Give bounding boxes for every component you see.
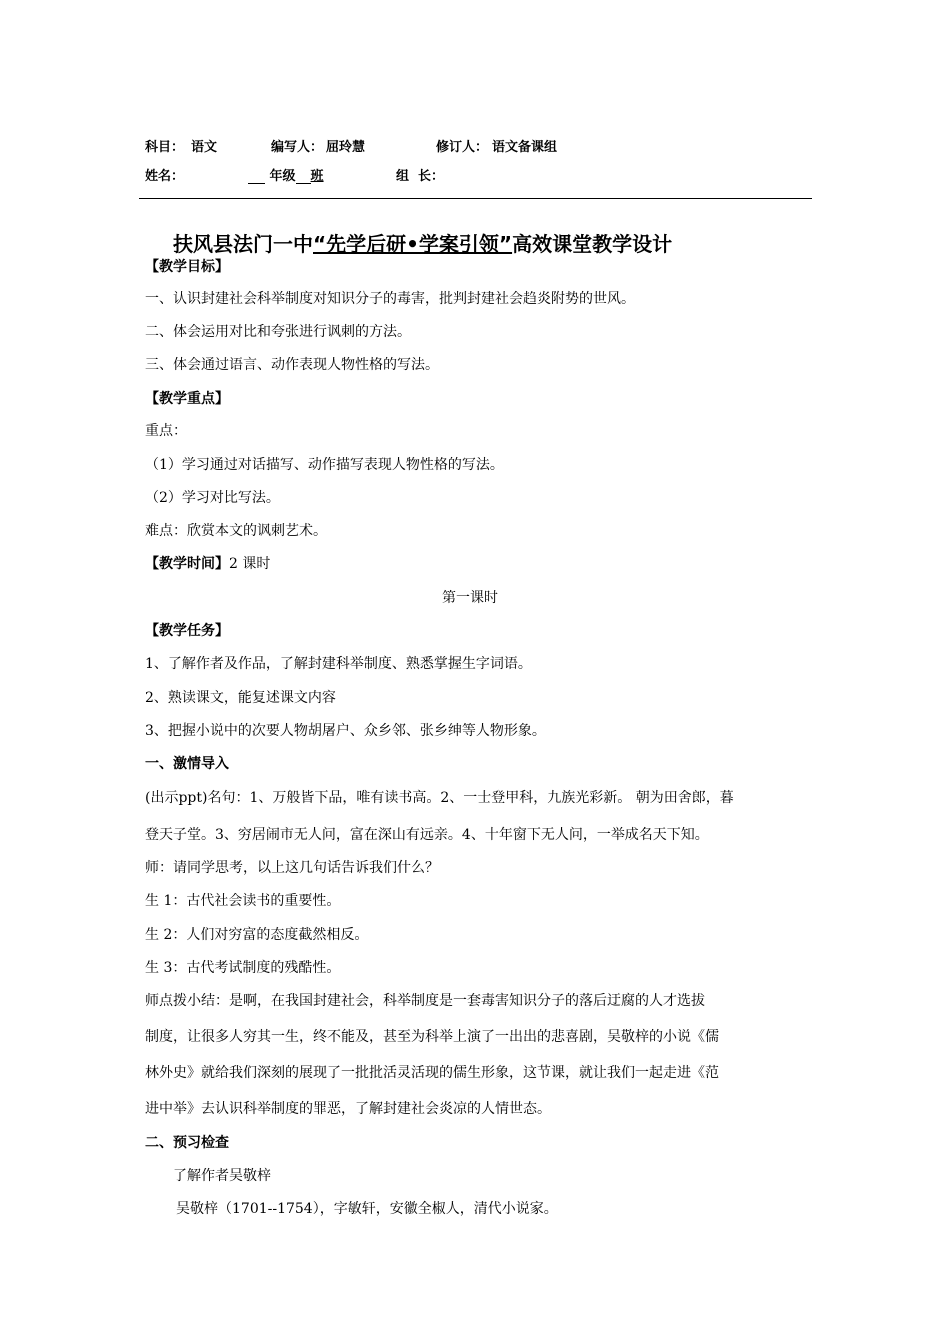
header-divider	[139, 198, 812, 199]
author-value: 屈玲慧	[326, 140, 366, 155]
subject-value: 语文	[191, 140, 218, 155]
time-value: 2 课时	[229, 556, 271, 572]
reviser-label: 修订人：	[436, 140, 489, 155]
goals-heading: 【教学目标】	[145, 259, 229, 275]
student-answer: 生 2：人们对穷富的态度截然相反。	[145, 927, 369, 943]
name-label: 姓名：	[145, 169, 185, 184]
section2-subheading: 了解作者吴敬梓	[173, 1168, 271, 1184]
leader-label: 组 长：	[396, 169, 445, 184]
grade-field	[248, 165, 324, 184]
section1-heading: 一、激情导入	[145, 756, 229, 772]
task-item: 3、把握小说中的次要人物胡屠户、众乡邻、张乡绅等人物形象。	[145, 723, 546, 739]
title-underlined: “先学后研•学案引领”	[313, 232, 513, 256]
reviser-value: 语文备课组	[492, 140, 558, 155]
key-points-label: 重点：	[145, 423, 187, 439]
summary-line: 制度，让很多人穷其一生，终不能及，甚至为科举上演了一出出的悲喜剧，吴敬梓的小说《儒	[145, 1029, 719, 1045]
author-label: 编写人：	[271, 140, 324, 155]
grade-blank	[248, 169, 265, 184]
summary-line: 进中举》去认识科举制度的罪恶，了解封建社会炎凉的人情世态。	[145, 1101, 551, 1117]
student-answer: 生 1：古代社会读书的重要性。	[145, 893, 341, 909]
teacher-question: 师：请同学思考，以上这几句话告诉我们什么？	[145, 860, 439, 876]
class-label: 班	[310, 169, 324, 184]
title-suffix: 高效课堂教学设计	[512, 232, 673, 256]
lesson-title: 第一课时	[442, 590, 498, 606]
summary-line: 林外史》就给我们深刻的展现了一批批活灵活现的儒生形象，这节课，就让我们一起走进《范	[145, 1065, 719, 1081]
grade-label: 年级	[269, 169, 296, 184]
key-points-heading: 【教学重点】	[145, 391, 229, 407]
goal-item: 一、认识封建社会科举制度对知识分子的毒害，批判封建社会趋炎附势的世风。	[145, 291, 635, 307]
key-point-item: （1）学习通过对话描写、动作描写表现人物性格的写法。	[145, 457, 504, 473]
title-prefix: 扶风县法门一中	[173, 232, 313, 256]
time-heading: 【教学时间】	[145, 556, 229, 572]
tasks-heading: 【教学任务】	[145, 623, 229, 639]
author-intro: 吴敬梓（1701--1754），字敏轩，安徽全椒人，清代小说家。	[176, 1201, 558, 1217]
task-item: 2、熟读课文，能复述课文内容	[145, 690, 336, 706]
page-title	[173, 228, 672, 257]
summary-line: 师点拨小结：是啊，在我国封建社会，科举制度是一套毒害知识分子的落后迂腐的人才选拔	[145, 993, 705, 1009]
key-point-item: （2）学习对比写法。	[145, 490, 280, 506]
quote-line: 登天子堂。3、穷居闹市无人问，富在深山有远亲。4、十年窗下无人问，一举成名天下知。	[145, 827, 709, 843]
quote-line: (出示ppt)名句：1、万般皆下品，唯有读书高。2、一士登甲科，九族光彩新。 朝为田舍郎，暮	[145, 790, 734, 806]
goal-item: 三、体会通过语言、动作表现人物性格的写法。	[145, 357, 439, 373]
section2-heading: 二、预习检查	[145, 1135, 229, 1151]
class-blank	[296, 169, 311, 184]
student-answer: 生 3：古代考试制度的残酷性。	[145, 960, 341, 976]
difficulty-text: 难点：欣赏本文的讽刺艺术。	[145, 523, 327, 539]
task-item: 1、了解作者及作品，了解封建科举制度、熟悉掌握生字词语。	[145, 656, 532, 672]
subject-label: 科目：	[145, 140, 185, 155]
goal-item: 二、体会运用对比和夸张进行讽刺的方法。	[145, 324, 411, 340]
teaching-time	[145, 553, 270, 573]
